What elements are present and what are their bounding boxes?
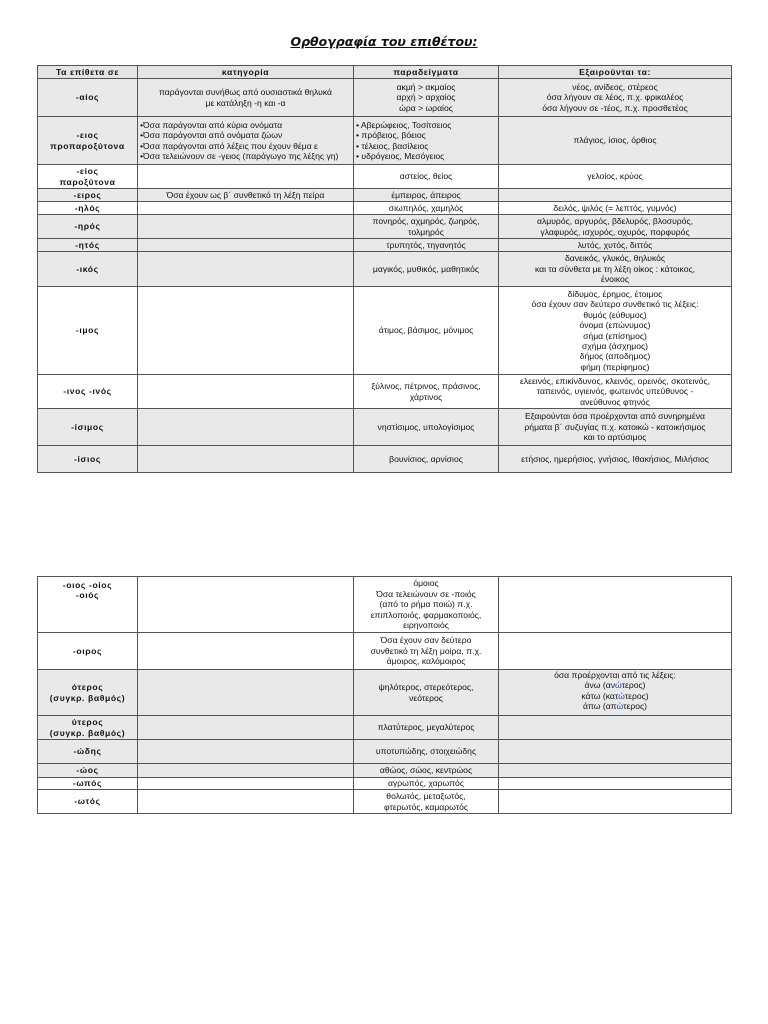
category-cell [138,740,354,764]
suffix-cell: -αίος [38,79,138,117]
category-cell: Όσα έχουν ως β΄ συνθετικό τη λέξη πείρα [138,189,354,202]
header-category: κατηγορία [138,66,354,79]
category-cell [138,790,354,814]
suffix-cell: -ητός [38,239,138,252]
header-suffix: Τα επίθετα σε [38,66,138,79]
examples-cell: τρυπητός, τηγανητός [354,239,499,252]
exception-line [501,701,729,711]
table-row [38,409,732,446]
examples-cell: αγρωπός, χαρωπός [354,778,499,790]
category-cell [138,202,354,215]
examples-cell: νηστίσιμος, υπολογίσιμος [354,409,499,446]
category-cell [138,670,354,716]
examples-cell: • Αβερώφειος, Τοσίτσειος • πρόβειος, βόειος • τέλειος, βασίλειος • υδρόγειος, Μεσόγειος [354,117,499,165]
examples-cell: ψηλότερος, στερεότερος, νεότερος [354,670,499,716]
exceptions-cell [499,790,732,814]
table-row [38,716,732,740]
suffix-cell: -ικός [38,252,138,287]
exception-line [501,691,729,701]
exceptions-intro: όσα προέρχονται από τις λέξεις: [554,670,676,680]
exception-text: τερος) [621,680,646,691]
header-examples: παραδείγματα [354,66,499,79]
suffix-cell: -ωπός [38,778,138,790]
table-row [38,577,732,633]
category-cell [138,764,354,778]
suffix-cell: -ειος προπαροξύτονα [38,117,138,165]
category-cell [138,716,354,740]
category-cell [138,633,354,670]
category-cell [138,215,354,239]
exceptions-cell: Εξαιρούνται όσα προέρχονται από συνηρημένα ρήματα β΄ συζυγίας π.χ. κατοικώ - κατοικήσιμος και το αρτύσιμος [499,409,732,446]
examples-cell: μαγικός, μυθικός, μαθητικός [354,252,499,287]
suffix-cell: -ώος [38,764,138,778]
exception-text: άπω (απ [582,701,617,712]
suffix-cell: -οιρος [38,633,138,670]
examples-cell: θολωτός, μεταξωτός, φτερωτός, καμαρωτός [354,790,499,814]
exception-text: κάτω (κατ [581,690,619,701]
suffix-cell: -είος παροξύτονα [38,165,138,189]
category-cell [138,287,354,375]
examples-cell: έμπειρος, άπειρος [354,189,499,202]
exceptions-cell: δανεικός, γλυκός, θηλυκός και τα σύνθετα με τη λέξη οίκος : κάτοικος, ένοικος [499,252,732,287]
examples-cell: Όσα έχουν σαν δεύτερο συνθετικό τη λέξη μοίρα, π.χ. άμοιρος, καλόμοιρος [354,633,499,670]
examples-cell: βουνίσιος, αρνίσιος [354,446,499,473]
suffix-cell: -ηρός [38,215,138,239]
examples-cell: πλατύτερος, μεγαλύτερος [354,716,499,740]
exceptions-cell: ετήσιος, ημερήσιος, γνήσιος, Ιθακήσιος, Μιλήσιος [499,446,732,473]
category-cell [138,446,354,473]
exceptions-cell [499,577,732,633]
exceptions-cell [499,670,732,716]
table-row [38,375,732,409]
spelling-table-1 [37,65,732,473]
exceptions-cell: δειλός, ψιλός (= λεπτός, γυμνός) [499,202,732,215]
exceptions-cell [499,633,732,670]
spelling-table-2 [37,576,732,814]
suffix-cell: -ίσιμος [38,409,138,446]
examples-cell: αστείος, θείος [354,165,499,189]
suffix-cell: -ίσιος [38,446,138,473]
category-cell [138,165,354,189]
suffix-cell: ύτερος (συγκρ. βαθμός) [38,716,138,740]
exception-text: άνω (αν [584,680,615,691]
category-cell [138,577,354,633]
examples-cell: όμοιος Όσα τελειώνουν σε -ποιός (από το ρήμα ποιώ) π.χ. επιπλοποιός, φαρμακοποιός, ειρηνοποιός [354,577,499,633]
suffix-cell: ότερος (συγκρ. βαθμός) [38,670,138,716]
examples-cell: ξύλινος, πέτρινος, πράσινος, χάρτινος [354,375,499,409]
table-row [38,189,732,202]
table-row [38,287,732,375]
suffix-cell: -οιος -οίος -οιός [38,577,138,633]
exceptions-cell: ελεεινός, επικίνδυνος, κλεινός, ορεινός, σκοτεινός, ταπεινός, υγιεινός, φωτεινός υπεύθυνος - ανεύθυνος φτηνός [499,375,732,409]
table-row [38,239,732,252]
exception-text: τερος) [623,701,647,712]
highlighted-letter: ώ [615,680,622,691]
highlighted-letter: ώ [618,690,625,701]
suffix-cell: -ώδης [38,740,138,764]
exceptions-cell: νέος, ανίδεος, στέρεος όσα λήγουν σε λέος, π.χ. φρικαλέος όσα λήγουν σε -τέος, π.χ. προσθετέος [499,79,732,117]
header-exceptions: Εξαιρούνται τα: [499,66,732,79]
table-row [38,79,732,117]
category-cell [138,239,354,252]
exception-line [501,680,729,690]
table-header-row [38,66,732,79]
category-cell: •Όσα παράγονται από κύρια ονόματα •Όσα παράγονται από ονόματα ζώων •Όσα παράγονται από λέξεις που έχουν θέμα ε •Όσα τελειώνουν σε -γειος (παράγωγο της λέξης γη) [138,117,354,165]
exceptions-cell: αλμυρός, αργυρός, βδελυρός, βλοσυρός, γλαφυρός, ισχυρός, οχυρός, πορφυρός [499,215,732,239]
exceptions-cell [499,740,732,764]
highlighted-letter: ώ [616,701,624,712]
table-row [38,215,732,239]
examples-cell: ακμή > ακμαίος αρχή > αρχαίος ώρα > ωραίος [354,79,499,117]
suffix-cell: -ειρος [38,189,138,202]
table-row [38,790,732,814]
table-row [38,670,732,716]
exception-text: τερος) [624,690,649,701]
exceptions-cell: δίδυμος, έρημος, έτοιμος όσα έχουν σαν δεύτερο συνθετικό τις λέξεις: θυμός (εύθυμος) όνομα (επώνυμος) σήμα (επίσημος) σχήμα (άσχημος) δήμος (αποδημος) φήμη (περίφημος) [499,287,732,375]
category-cell: παράγονται συνήθως από ουσιαστικά θηλυκά με κατάληξη -η και -α [138,79,354,117]
suffix-cell: -ινος -ινός [38,375,138,409]
exceptions-cell: λυτός, χυτός, διττός [499,239,732,252]
category-cell [138,252,354,287]
suffix-cell: -ιμος [38,287,138,375]
examples-cell: σιωπηλός, χαμηλός [354,202,499,215]
exceptions-cell [499,189,732,202]
table-row [38,117,732,165]
exceptions-cell: γελοίος, κρύος [499,165,732,189]
table-row [38,764,732,778]
category-cell [138,778,354,790]
suffix-cell: -ωτός [38,790,138,814]
suffix-cell: -ηλός [38,202,138,215]
examples-cell: αθώος, σώος, κεντρώος [354,764,499,778]
table-row [38,202,732,215]
exceptions-cell [499,778,732,790]
table-row [38,740,732,764]
examples-cell: άτιμος, βάσιμος, μόνιμος [354,287,499,375]
exceptions-cell: πλάγιος, ίσιος, όρθιος [499,117,732,165]
exceptions-cell [499,716,732,740]
page-title: Ορθογραφία του επιθέτου: [290,34,478,49]
exceptions-cell [499,764,732,778]
table-row [38,165,732,189]
table-row [38,778,732,790]
category-cell [138,409,354,446]
examples-cell: υποτυπώδης, στοιχειώδης [354,740,499,764]
table-row [38,252,732,287]
table-row [38,633,732,670]
examples-cell: πονηρός, αχμηρός, ζωηρός, τολμηρός [354,215,499,239]
category-cell [138,375,354,409]
table-row [38,446,732,473]
